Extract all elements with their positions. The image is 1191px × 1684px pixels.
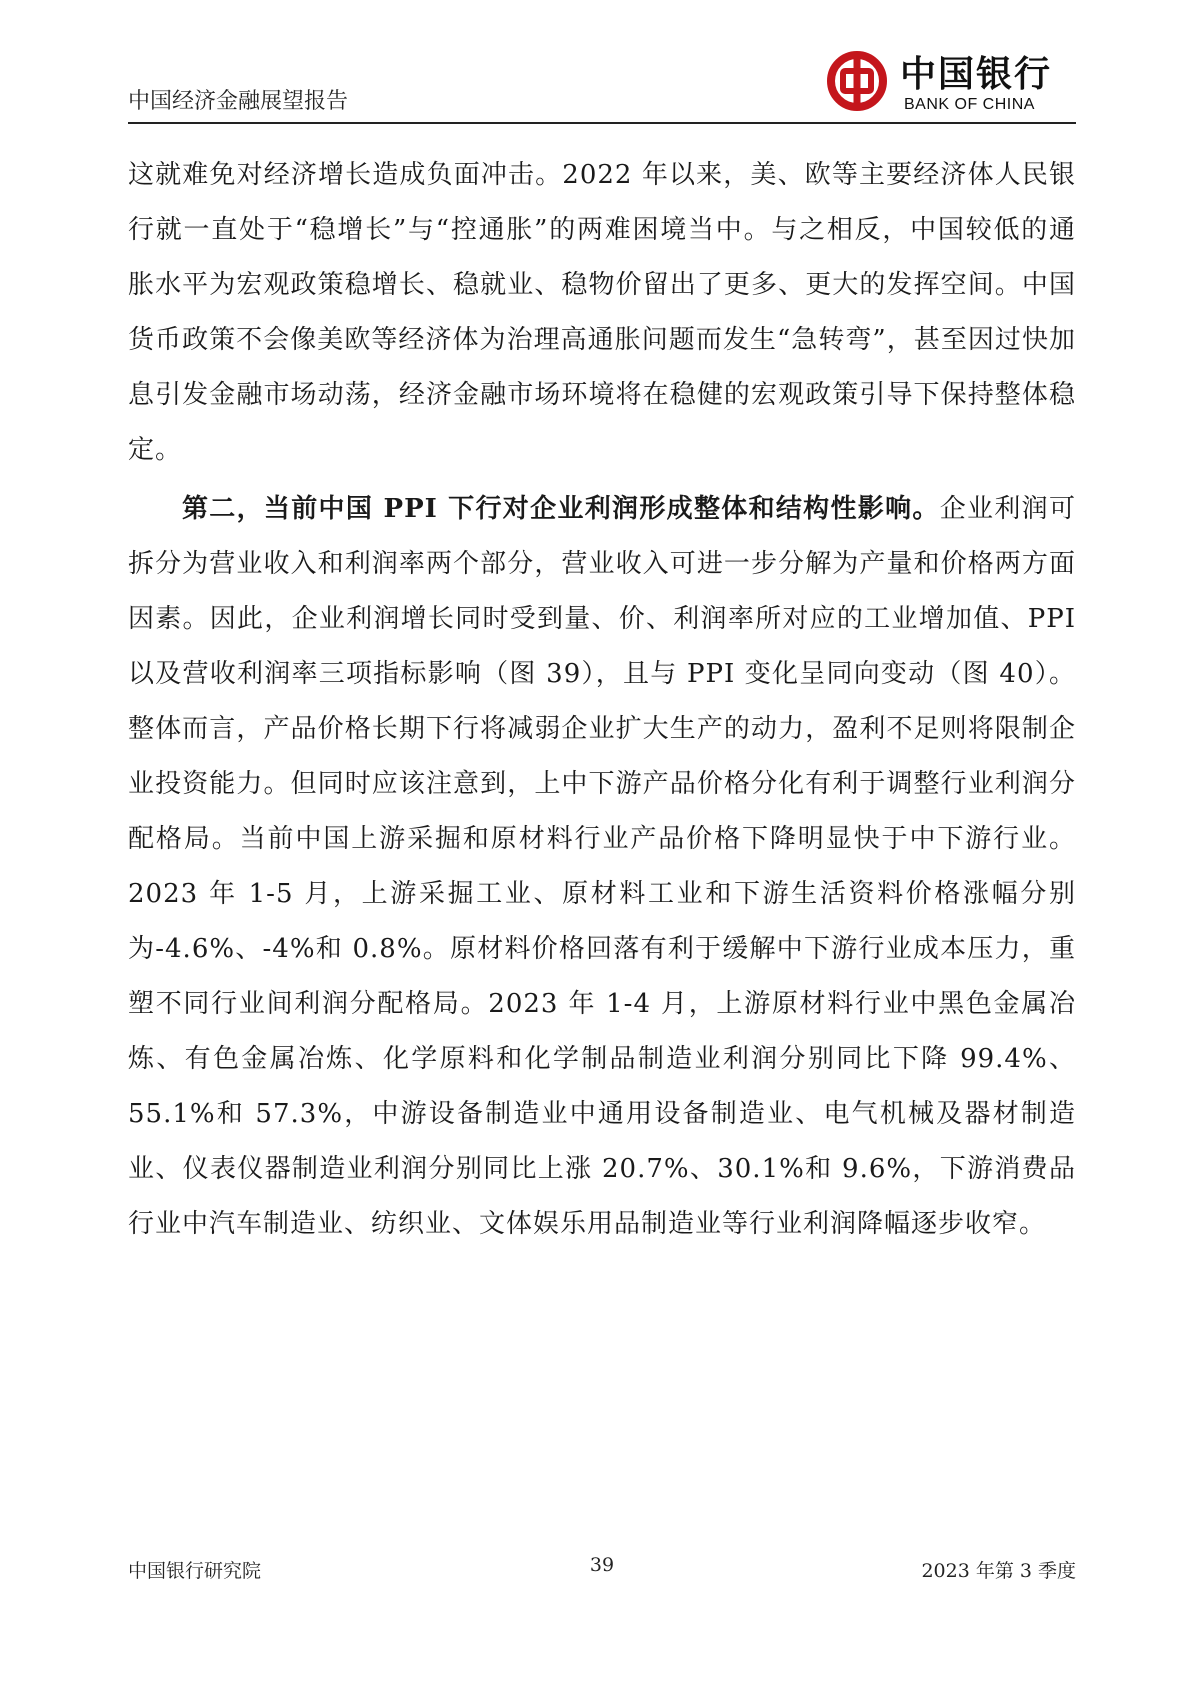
footer-period: 2023 年第 3 季度	[921, 1560, 1076, 1582]
bank-logo	[826, 44, 1076, 116]
logo-name-en: BANK OF CHINA	[904, 96, 1035, 113]
page-number: 39	[589, 1554, 615, 1576]
page-header	[128, 44, 1076, 124]
logo-name-cn: 中国银行	[900, 54, 1053, 95]
header-divider	[128, 122, 1076, 124]
report-title: 中国经济金融展望报告	[128, 89, 349, 114]
paragraph-2-lead: 第二，当前中国 PPI 下行对企业利润形成整体和结构性影响。	[182, 494, 940, 524]
paragraph-2	[128, 482, 1076, 1252]
page-footer	[128, 1556, 1076, 1586]
paragraph-2-body: 企业利润可拆分为营业收入和利润率两个部分，营业收入可进一步分解为产量和价格两方面因素。因此，企业利润增长同时受到量、价、利润率所对应的工业增加值、PPI 以及营收利润率三项指标影响（图 39），且与 PPI 变化呈同向变动（图 40）。整体而言，产品价格长期下行将减弱企业扩大生产的动力，盈利不足则将限制企业投资能力。但同时应该注意到，上中下游产品价格分化有利于调整行业利润分配格局。当前中国上游采掘和原材料行业产品价格下降明显快于中下游行业。2023 年 1-5 月，上游采掘工业、原材料工业和下游生活资料价格涨幅分别为-4.6%、-4%和 0.8%。原材料价格回落有利于缓解中下游行业成本压力，重塑不同行业间利润分配格局。2023 年 1-4 月，上游原材料行业中黑色金属冶炼、有色金属冶炼、化学原料和化学制品制造业利润分别同比下降 99.4%、55.1%和 57.3%，中游设备制造业中通用设备制造业、电气机械及器材制造业、仪表仪器制造业利润分别同比上涨 20.7%、30.1%和 9.6%，下游消费品行业中汽车制造业、纺织业、文体娱乐用品制造业等行业利润降幅逐步收窄。	[128, 494, 1076, 1239]
paragraph-1: 这就难免对经济增长造成负面冲击。2022 年以来，美、欧等主要经济体人民银行就一直处于“稳增长”与“控通胀”的两难困境当中。与之相反，中国较低的通胀水平为宏观政策稳增长、稳就业、稳物价留出了更多、更大的发挥空间。中国货币政策不会像美欧等经济体为治理高通胀问题而发生“急转弯”，甚至因过快加息引发金融市场动荡，经济金融市场环境将在稳健的宏观政策引导下保持整体稳定。	[128, 160, 1076, 465]
page-content	[128, 148, 1076, 1252]
bank-of-china-emblem-icon	[826, 50, 888, 112]
footer-institution: 中国银行研究院	[128, 1560, 262, 1582]
